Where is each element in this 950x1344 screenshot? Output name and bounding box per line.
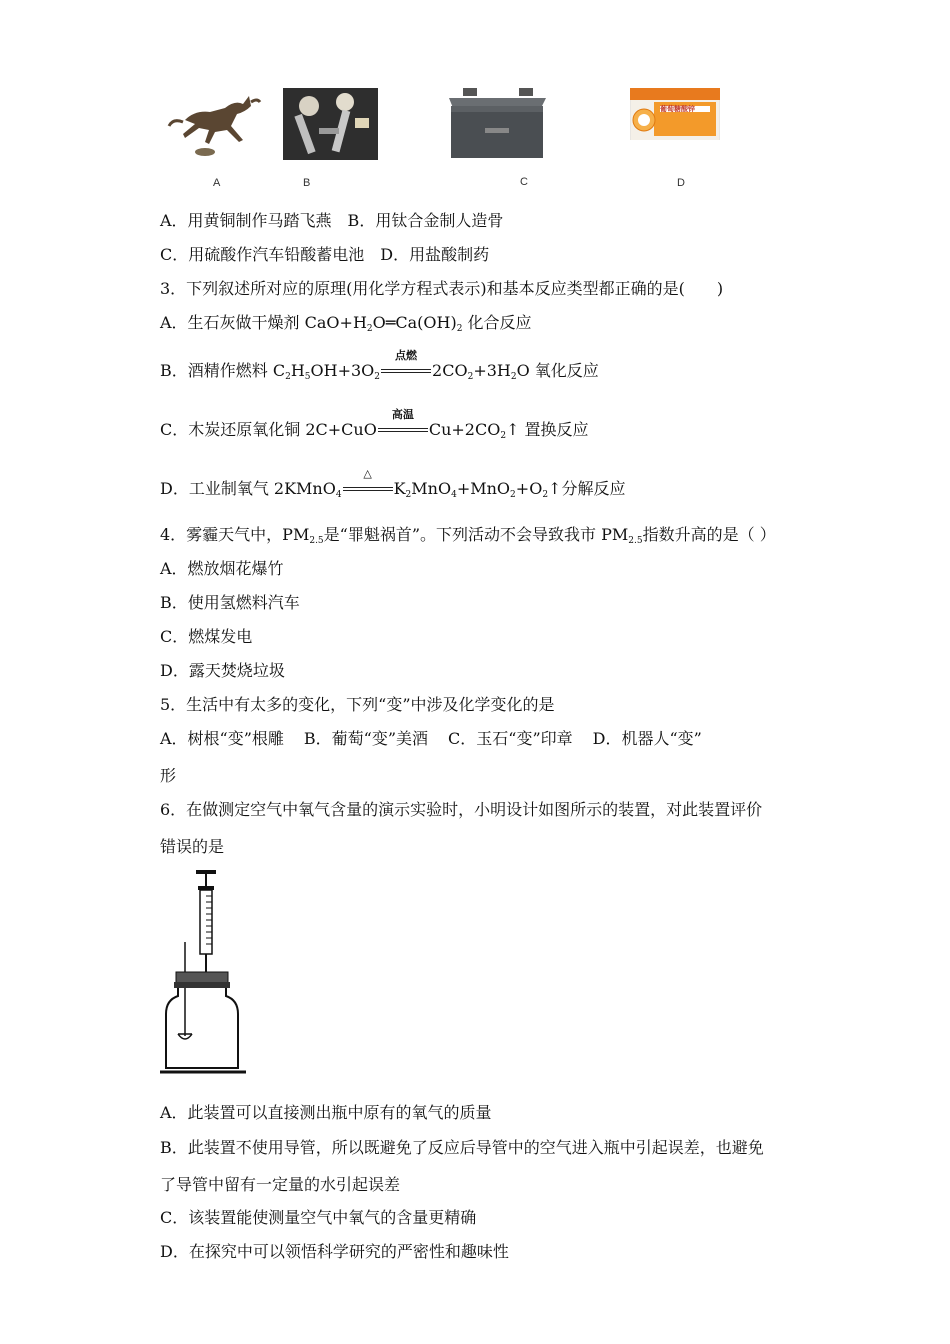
q3d-r1: K — [393, 479, 406, 498]
q3a-mid: O═Ca(OH) — [372, 313, 457, 332]
q5-option-d-cont: 形 — [160, 766, 177, 785]
q3d-r4: +O — [515, 479, 543, 498]
q4-option-b: B．使用氢燃料汽车 — [160, 593, 300, 612]
q3-option-a — [160, 313, 532, 339]
q4-option-c: C．燃煤发电 — [160, 627, 253, 646]
q3b-s1: 2 — [285, 372, 291, 382]
caption-c: C — [520, 176, 528, 188]
horse-statue-image — [165, 82, 265, 160]
q3-option-c — [160, 408, 589, 446]
q6-option-a: A．此装置可以直接测出瓶中原有的氧气的质量 — [160, 1103, 492, 1122]
q3-option-d — [160, 467, 626, 505]
battery-image — [445, 86, 550, 162]
q5-option-d: D．机器人“变” — [592, 729, 702, 748]
medicine-box-image — [630, 88, 720, 150]
q4-stem-b: 是“罪魁祸首”。下列活动不会导致我市 PM — [323, 525, 629, 544]
q5-option-a: A．树根“变”根雕 — [160, 729, 284, 748]
q4-stem-c: 指数升高的是（ ） — [642, 525, 776, 544]
q3c-r2: ↑ 置换反应 — [506, 420, 589, 439]
medicine-box-label: 葡萄糖酸锌 — [660, 105, 695, 113]
reaction-arrow — [378, 408, 428, 439]
reaction-arrow — [343, 467, 393, 498]
q3d-s3: 4 — [451, 490, 457, 500]
q6-stem-line-2: 错误的是 — [160, 837, 225, 856]
q6-option-c: C．该装置能使测量空气中氧气的含量更精确 — [160, 1208, 477, 1227]
q3b-s2: 5 — [304, 372, 311, 382]
caption-a: A — [213, 177, 221, 189]
q3d-r3: +MnO — [456, 479, 511, 498]
q5-option-c: C．玉石“变”印章 — [448, 729, 573, 748]
reaction-condition: 点燃 — [395, 349, 418, 362]
q3d-s2: 2 — [405, 490, 412, 500]
q3c-r1: Cu+2CO — [428, 420, 501, 439]
q3c-prefix: C．木炭还原氧化铜 2C+CuO — [160, 420, 377, 439]
q3d-prefix: D．工业制氧气 2KMnO — [160, 479, 336, 498]
q2-options-line-1: A．用黄铜制作马踏飞燕 B．用钛合金制人造骨 — [160, 211, 504, 230]
q4-sub-b: 2.5 — [628, 536, 643, 546]
q3b-s5: 2 — [510, 372, 517, 382]
q4-stem-a: 4．雾霾天气中，PM — [160, 525, 310, 544]
q2-options-line-2: C．用硫酸作汽车铅酸蓄电池 D．用盐酸制药 — [160, 245, 490, 264]
q6-option-b-line-2: 了导管中留有一定量的水引起误差 — [160, 1175, 401, 1194]
q5-options — [160, 729, 702, 749]
q3b-s4: 2 — [467, 372, 474, 382]
q3b-prefix: B．酒精作燃料 C — [160, 361, 286, 380]
q4-option-a: A．燃放烟花爆竹 — [160, 559, 284, 578]
q3-stem: 3．下列叙述所对应的原理(用化学方程式表示)和基本反应类型都正确的是( ) — [160, 279, 724, 298]
q3d-r5: ↑分解反应 — [548, 479, 626, 498]
q4-stem — [160, 525, 776, 551]
q3d-s4: 2 — [510, 490, 516, 500]
q3a-sub1: 2 — [366, 324, 373, 334]
q5-option-b: B．葡萄“变”美酒 — [303, 729, 429, 748]
q3b-m1: H — [290, 361, 305, 380]
caption-d: D — [677, 177, 685, 189]
q4-sub-a: 2.5 — [309, 536, 324, 546]
q3a-sub2: 2 — [456, 324, 463, 334]
q3-option-b — [160, 349, 599, 387]
titanium-bone-image — [283, 88, 378, 160]
q6-option-b-line-1: B．此装置不使用导管，所以既避免了反应后导管中的空气进入瓶中引起误差，也避免 — [160, 1138, 764, 1157]
q3a-prefix: A．生石灰做干燥剂 CaO+H — [160, 313, 367, 332]
reaction-condition: △ — [363, 467, 372, 480]
q3d-s1: 4 — [335, 490, 342, 500]
apparatus-diagram — [158, 866, 250, 1078]
caption-b: B — [303, 177, 311, 189]
q6-option-d: D．在探究中可以领悟科学研究的严密性和趣味性 — [160, 1242, 509, 1261]
q3b-r3: O 氧化反应 — [516, 361, 599, 380]
q3b-m2: OH+3O — [310, 361, 375, 380]
q3b-r2: +3H — [473, 361, 511, 380]
q3d-s5: 2 — [542, 490, 549, 500]
q3a-suffix: 化合反应 — [462, 313, 532, 332]
q3b-r1: 2CO — [432, 361, 468, 380]
reaction-condition: 高温 — [391, 408, 414, 421]
q4-option-d: D．露天焚烧垃圾 — [160, 661, 285, 680]
q3d-r2: MnO — [411, 479, 452, 498]
q6-stem-line-1: 6．在做测定空气中氧气含量的演示实验时，小明设计如图所示的装置，对此装置评价 — [160, 800, 763, 819]
q3c-s1: 2 — [500, 431, 507, 441]
q3b-s3: 2 — [374, 372, 381, 382]
q5-stem: 5．生活中有太多的变化，下列“变”中涉及化学变化的是 — [160, 695, 555, 714]
reaction-arrow — [381, 349, 431, 380]
